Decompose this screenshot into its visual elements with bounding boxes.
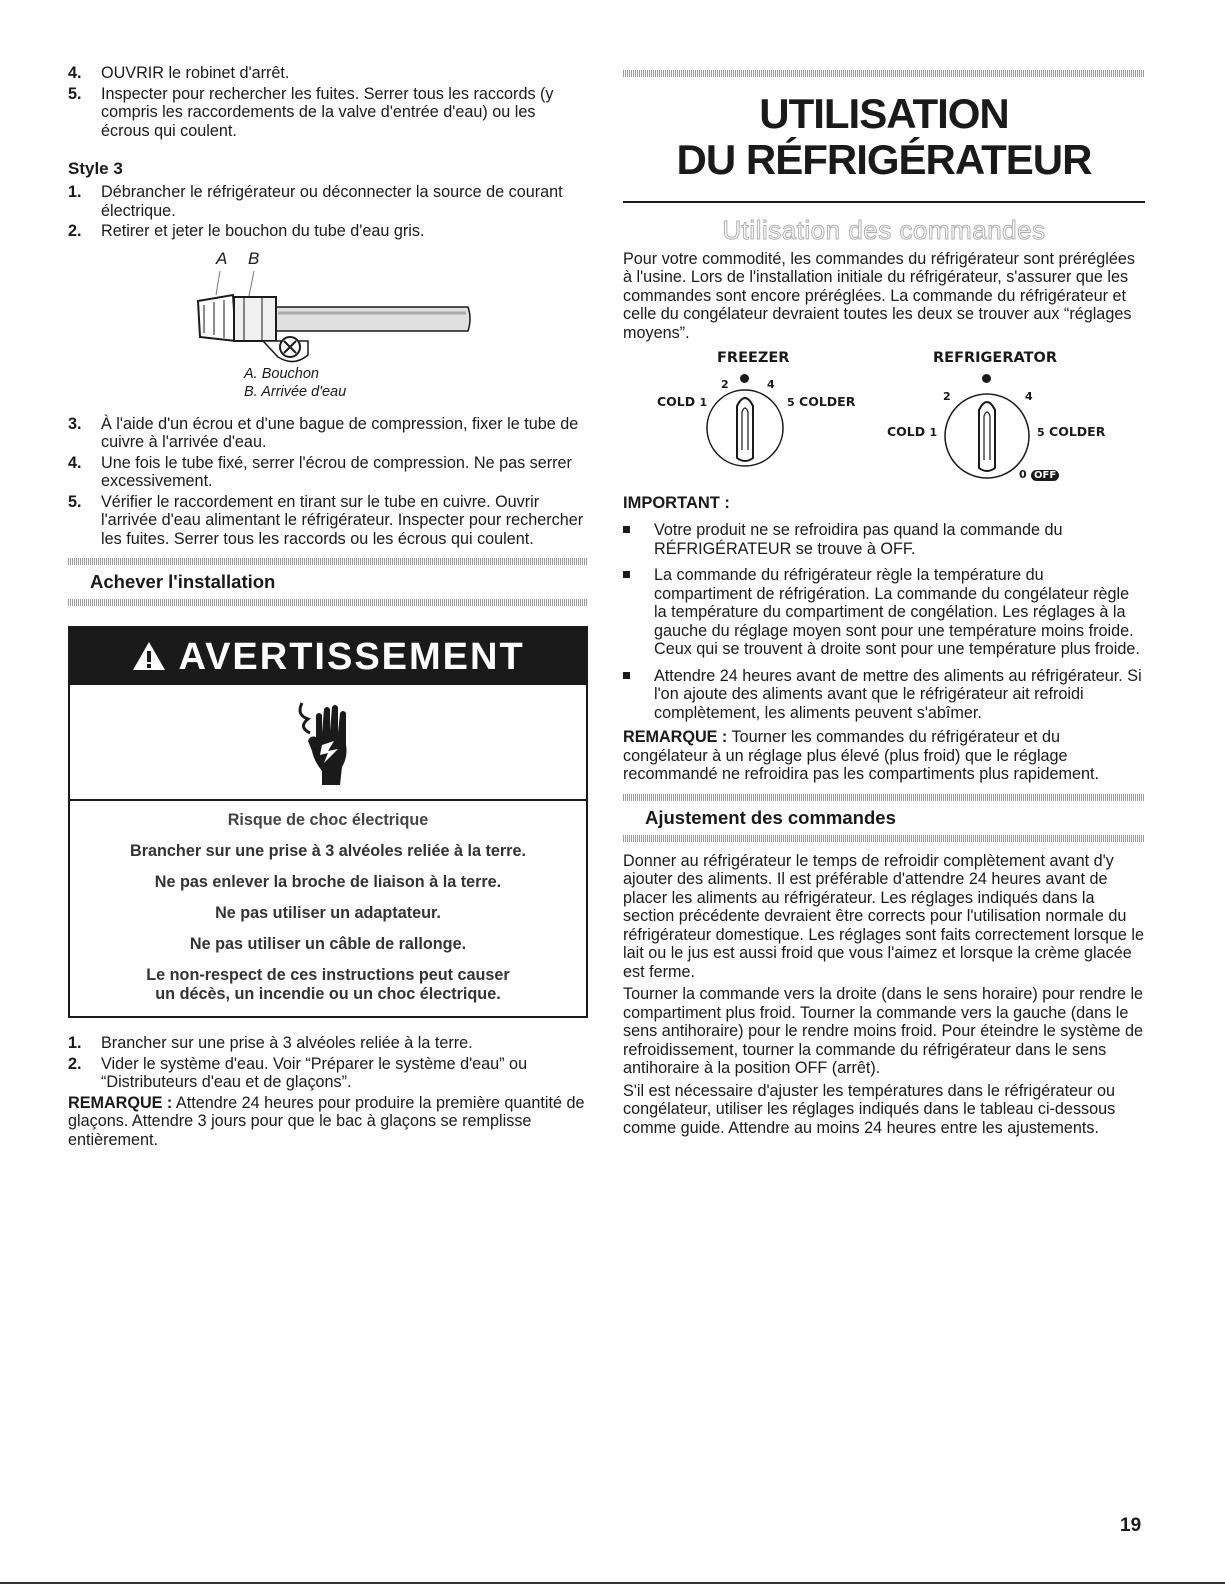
- freezer-indicator-dot: [740, 374, 749, 383]
- freezer-label: FREEZER: [717, 350, 790, 366]
- n0-text: 0: [1019, 468, 1027, 481]
- refrigerator-n4: 4: [1025, 390, 1033, 403]
- freezer-n4: 4: [767, 378, 775, 391]
- list-item: [68, 85, 588, 141]
- n5-text: 5: [787, 396, 795, 409]
- step-text: Vérifier le raccordement en tirant sur le tube en cuivre. Ouvrir l'arrivée d'eau alimentant le réfrigérateur. Inspecter pour rechercher les fuites. Serrer tous les raccords ou les écrous qui coulent.: [101, 492, 584, 548]
- off-badge: OFF: [1031, 470, 1059, 481]
- step-number: 5.: [68, 84, 82, 103]
- step-number: 5.: [68, 492, 82, 511]
- control-dials: [623, 342, 1145, 490]
- n1-text: 1: [699, 396, 708, 409]
- refrigerator-knob-icon: [943, 388, 1031, 482]
- warning-consequence-2: un décès, un incendie ou un choc électrique.: [155, 985, 501, 1003]
- title-rule: [623, 201, 1145, 203]
- step-number: 2.: [68, 1054, 82, 1073]
- adjust-paragraph: S'il est nécessaire d'ajuster les températures dans le réfrigérateur ou congélateur, utiliser les réglages indiqués dans le tableau ci-dessous comme guide. Attendre au moins 24 heures entre les ajustements.: [623, 1081, 1116, 1137]
- cold-text: COLD: [657, 394, 696, 409]
- adjust-paragraph: Tourner la commande vers la droite (dans le sens horaire) pour rendre le compartiment plus froid. Tourner la commande vers la gauche (dans le sens antihoraire) pour le rendre moins froid. Pour éteindre le système de refroidissement, tourner la commande du réfrigérateur dans le sens antihoraire à la position OFF (arrêt).: [623, 985, 1144, 1077]
- left-column: [68, 64, 588, 1149]
- section-divider: [68, 558, 588, 565]
- list-item: [68, 64, 588, 83]
- list-item: Votre produit ne se refroidira pas quand la commande du RÉFRIGÉRATEUR se trouve à OFF.: [623, 521, 1145, 558]
- list-item: La commande du réfrigérateur règle la température du compartiment de réfrigération. La commande du congélateur règle la température du compartiment de congélation. Les réglages à la gauche du réglage moyen sont pour une température moins froide. Ceux qui se trouvent à droite sont pour une température plus froide.: [623, 566, 1145, 659]
- freezer-cold: [657, 394, 707, 409]
- refrigerator-n2: 2: [943, 390, 951, 403]
- step-text: Débrancher le réfrigérateur ou déconnecter la source de courant électrique.: [101, 183, 563, 220]
- chapter-title-line2: DU RÉFRIGÉRATEUR: [676, 136, 1092, 183]
- colder-text: COLDER: [1049, 424, 1106, 439]
- step-number: 1.: [68, 183, 82, 201]
- list-item: [68, 1055, 588, 1092]
- title-hatch: [623, 70, 1145, 77]
- intro-paragraph: Pour votre commodité, les commandes du réfrigérateur sont préréglées à l'usine. Lors de l'installation initiale du réfrigérateur, s'assurer que les commandes sont encore préréglées. La commande du réfrigérateur et celle du congélateur devraient toutes les deux se trouver aux “réglages moyens”.: [623, 249, 1135, 342]
- page-number: 19: [1120, 1515, 1142, 1536]
- refrigerator-indicator-dot: [982, 374, 991, 383]
- refrigerator-cold: [887, 424, 937, 439]
- freezer-n2: 2: [721, 378, 729, 391]
- list-item: [68, 415, 588, 452]
- warning-icon-area: [70, 685, 586, 801]
- step-number: 2.: [68, 222, 82, 240]
- style3-heading: Style 3: [68, 159, 123, 178]
- warning-line: Ne pas utiliser un câble de rallonge.: [189, 935, 467, 953]
- section-divider: [68, 599, 588, 606]
- step-text: Vider le système d'eau. Voir “Préparer le système d'eau” ou “Distributeurs d'eau et de glaçons”.: [101, 1054, 528, 1091]
- figure-caption-a: A. Bouchon: [244, 365, 319, 382]
- figure-label-a: A: [216, 248, 228, 268]
- refrigerator-dial[interactable]: [943, 388, 1031, 482]
- remark-paragraph-left: [68, 1094, 588, 1150]
- section-divider: [623, 835, 1145, 842]
- warning-line: Ne pas enlever la broche de liaison à la terre.: [154, 873, 502, 891]
- section-title-achever: Achever l'installation: [90, 571, 276, 592]
- remark-text: Tourner les commandes du réfrigérateur et du congélateur à un réglage plus élevé (plus froid) que le réglage recommandé ne refroidira pas les compartiments plus rapidement.: [623, 728, 1099, 783]
- n5-text: 5: [1037, 426, 1045, 439]
- refrigerator-label: REFRIGERATOR: [933, 350, 1057, 366]
- figure-label-b: B: [248, 248, 260, 268]
- remark-label: REMARQUE :: [68, 1093, 173, 1112]
- steps-list-b: [68, 183, 588, 241]
- warning-consequence: [70, 966, 586, 1004]
- steps-list-c: [68, 415, 588, 549]
- step-text: Retirer et jeter le bouchon du tube d'eau gris.: [101, 222, 425, 240]
- list-item: Attendre 24 heures avant de mettre des aliments au réfrigérateur. Si l'on ajoute des aliments avant que le réfrigérateur ait refroidi complètement, les aliments peuvent s'abîmer.: [623, 667, 1145, 723]
- warning-header-text: AVERTISSEMENT: [178, 636, 525, 678]
- n1-text: 1: [929, 426, 938, 439]
- list-item: [68, 454, 588, 491]
- steps-list-a: [68, 64, 588, 140]
- important-label: IMPORTANT :: [623, 494, 730, 512]
- warning-line: Brancher sur une prise à 3 alvéoles reliée à la terre.: [130, 842, 526, 860]
- subtitle-outline: Utilisation des commandes: [722, 214, 1046, 245]
- warning-body: [70, 801, 586, 1016]
- section-divider: [623, 794, 1145, 801]
- warning-header: [70, 628, 586, 685]
- freezer-dial[interactable]: [705, 388, 785, 468]
- step-text: OUVRIR le robinet d'arrêt.: [101, 64, 290, 82]
- remark-label: REMARQUE :: [623, 728, 728, 746]
- warning-consequence-1: Le non-respect de ces instructions peut causer: [146, 966, 510, 984]
- steps-list-d: [68, 1034, 588, 1092]
- refrigerator-colder: [1037, 424, 1105, 439]
- freezer-knob-icon: [705, 388, 785, 468]
- list-item: [68, 493, 588, 549]
- water-tube-illustration: [68, 245, 588, 365]
- remark-paragraph-right: [623, 728, 1145, 784]
- list-item: [68, 222, 588, 241]
- warning-line: Ne pas utiliser un adaptateur.: [215, 904, 441, 922]
- figure-caption-b: B. Arrivée d'eau: [244, 383, 347, 400]
- step-text: Inspecter pour rechercher les fuites. Serrer tous les raccords (y compris les raccordements de la valve d'entrée d'eau) ou les écrous qui coulent.: [101, 84, 554, 140]
- freezer-colder: [787, 394, 855, 409]
- step-text: Une fois le tube fixé, serrer l'écrou de compression. Ne pas serrer excessivement.: [101, 453, 572, 490]
- list-item: [68, 1034, 588, 1053]
- step-number: 4.: [68, 64, 82, 82]
- remark-text: Attendre 24 heures pour produire la première quantité de glaçons. Attendre 3 jours pour que le bac à glaçons se remplisse entièrement.: [68, 1093, 585, 1149]
- warning-box: [68, 626, 588, 1018]
- cold-text: COLD: [887, 424, 926, 439]
- right-column: [623, 70, 1145, 1137]
- list-item: [68, 183, 588, 220]
- warning-triangle-icon: [131, 636, 178, 678]
- electric-shock-hand-icon: [294, 697, 364, 787]
- bottom-edge-line: [0, 1582, 1225, 1584]
- step-text: À l'aide d'un écrou et d'une bague de compression, fixer le tube de cuivre à l'arrivée d'eau.: [101, 414, 579, 451]
- chapter-title-line1: UTILISATION: [759, 90, 1009, 137]
- colder-text: COLDER: [799, 394, 856, 409]
- step-number: 4.: [68, 453, 82, 472]
- important-bullets: [623, 521, 1145, 722]
- refrigerator-off: [1019, 466, 1059, 481]
- step-text: Brancher sur une prise à 3 alvéoles reliée à la terre.: [101, 1034, 473, 1052]
- section-title-ajustement: Ajustement des commandes: [645, 806, 896, 828]
- water-tube-figure: [68, 245, 588, 365]
- step-number: 3.: [68, 414, 82, 433]
- adjust-paragraph: Donner au réfrigérateur le temps de refroidir complètement avant d'y ajouter des aliments. Il est préférable d'attendre 24 heures avant de placer les aliments au réfrigérateur. Les réglages indiqués dans la section précédente devraient être corrects pour l'utilisation normale du réfrigérateur domestique. Les réglages sont faits correctement lorsque le lait ou le jus est aussi froid que vous l'aimez et lorsque la crème glacée est ferme.: [623, 851, 1144, 981]
- step-number: 1.: [68, 1034, 82, 1052]
- warning-line: Risque de choc électrique: [227, 811, 429, 829]
